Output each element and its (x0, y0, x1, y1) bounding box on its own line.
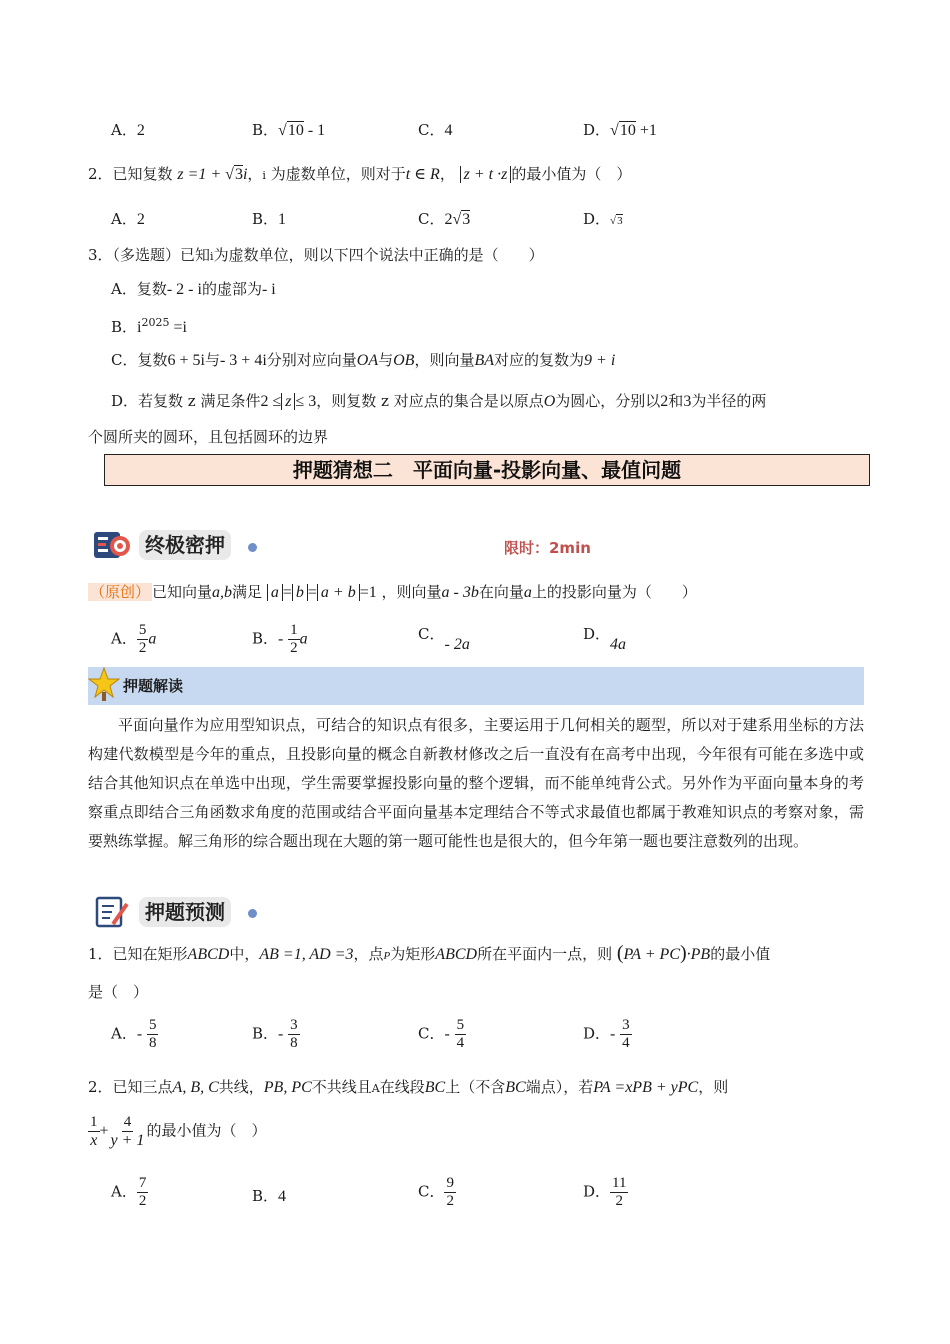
p1-option-d: D．- $\frac{3}{4}$ (583, 1017, 630, 1051)
prev-option-a: A．2 (111, 121, 145, 139)
prev-option-b: B．√10 - 1 (252, 121, 326, 139)
p2-option-b: B．4 (252, 1187, 287, 1205)
p1-stem: 1．已知在矩形ABCD中，AB =1, AD =3，点P为矩形ABCD所在平面内一点，则 (PA + PC)·PB的最小值 (88, 942, 771, 964)
orig-stem: （原创） 已知向量a,b满足 a = b = a + b =1 ，则向量a - 3b在向量a上的投影向量为（ ） (90, 583, 697, 601)
q3-option-c: C．复数6 + 5i与- 3 + 4i分别对应向量OA与OB，则向量BA对应的复数为9 + i (111, 351, 616, 369)
q2-option-c: C．2√3 (418, 210, 471, 228)
p2-option-a: A． $\frac{7}{2}$ (111, 1175, 147, 1209)
p2-stem: 2．已知三点A, B, C共线，PB, PC不共线且A在线段BC上（不含BC端点），若PA =xPB + yPC，则 (88, 1078, 729, 1096)
q2-option-b: B．1 (252, 210, 287, 228)
time-limit: 限时：2min (504, 539, 591, 557)
q3-option-d: D．若复数 z 满足条件2 ≤ z ≤ 3，则复数 z 对应点的集合是以原点O为圆心，分别以2和3为半径的两 (111, 392, 767, 410)
block2-dot (248, 909, 257, 918)
block2-title: 押题预测 (139, 897, 231, 927)
prev-option-d: D．√10 +1 (583, 121, 657, 139)
interpretation-text: 平面向量作为应用型知识点，可结合的知识点有很多，主要运用于几何相关的题型，所以对于建系用坐标的方法构建代数模型是今年的重点，且投影向量的概念自新教材修改之后一直没有在高考中出现，今年很有可能在多选中或结合其他知识点在单选中出现，学生需要掌握投影向量的整个逻辑，而不能单纯背公式。另外作为平面向量本身的考察重点即结合三角函数求角度的范围或结合平面向量基本定理结合不等式求最值也都属于教难知识点的考察对象，需要熟练掌握。解三角形的综合题出现在大题的第一题可能性也是很大的，但今年第一题也要注意数列的出现。 (88, 716, 864, 850)
interpretation-bar (88, 667, 864, 705)
orig-option-a: A． $\frac{5}{2}$ a (111, 622, 157, 656)
q3-option-b: B．$i^{2025} =i$ (111, 316, 187, 336)
orig-option-d: D．4a (583, 625, 627, 653)
star-icon (88, 666, 120, 702)
p1-stem-cont: 是（ ） (88, 983, 149, 1001)
q3-stem: 3．（多选题）已知i为虚数单位，则以下四个说法中正确的是（ ） (88, 246, 544, 264)
p1-option-c: C．- $\frac{5}{4}$ (418, 1017, 465, 1051)
q2-option-d: D．√3 (583, 210, 623, 228)
p1-option-a: A．- $\frac{5}{8}$ (111, 1017, 157, 1051)
notepad-pencil-icon (94, 894, 130, 930)
section-title: 押题猜想二 平面向量-投影向量、最值问题 (104, 454, 870, 486)
p2-stem-cont: $\frac{1}{x}$ + $\frac{4}{y + 1}$ 的最小值为（ ） (90, 1114, 267, 1149)
p2-option-d: D． $\frac{11}{2}$ (583, 1175, 627, 1209)
p2-option-c: C． $\frac{9}{2}$ (418, 1175, 454, 1209)
prev-option-c: C．4 (418, 121, 453, 139)
q2-option-a: A．2 (111, 210, 145, 228)
orig-option-b: B．- $\frac{1}{2}$ a (252, 622, 308, 656)
block1-dot (248, 543, 257, 552)
orig-option-c: C．- 2a (418, 625, 470, 653)
q3-option-d-cont: 个圆所夹的圆环，且包括圆环的边界 (88, 428, 329, 446)
original-tag: （原创） (90, 583, 151, 601)
interpretation-label: 押题解读 (123, 677, 184, 695)
block1-title: 终极密押 (139, 530, 231, 560)
p1-option-b: B．- $\frac{3}{8}$ (252, 1017, 298, 1051)
q3-option-a: A．复数- 2 - i的虚部为- i (111, 280, 276, 298)
q2-stem: 2．已知复数 z =1 + √3i，i 为虚数单位，则对于t ∈ R， z + t ·z 的最小值为（ ） (88, 165, 632, 183)
target-icon (92, 528, 134, 562)
